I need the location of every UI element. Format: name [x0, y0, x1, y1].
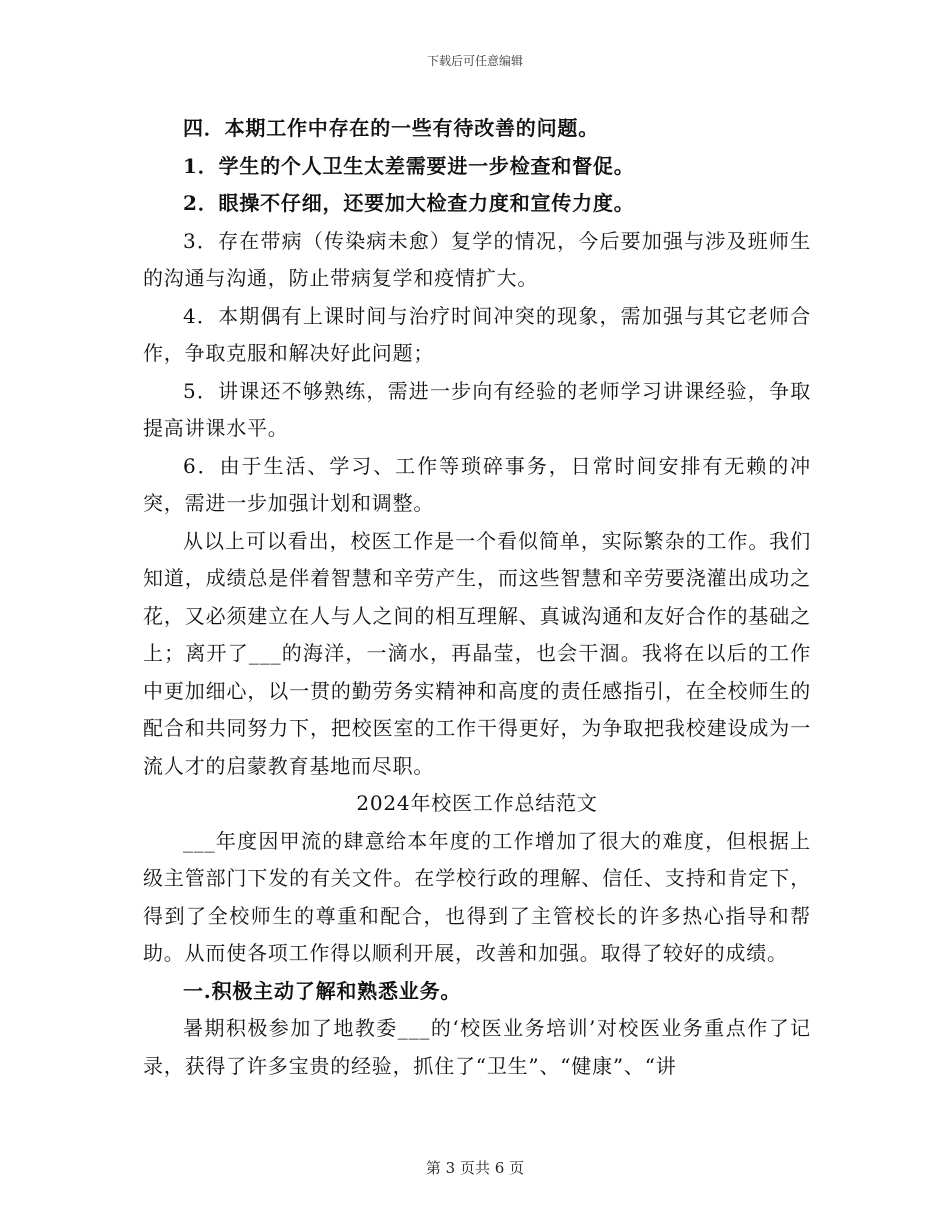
list-item: 3．存在带病（传染病未愈）复学的情况，今后要加强与涉及班师生的沟通与沟通，防止带病复学和疫情扩大。: [143, 228, 811, 290]
list-item: 4．本期偶有上课时间与治疗时间冲突的现象，需加强与其它老师合作，争取克服和解决好此问题；: [143, 303, 811, 365]
list-item: 5．讲课还不够熟练，需进一步向有经验的老师学习讲课经验，争取提高讲课水平。: [143, 378, 811, 440]
page-header: 下载后可任意编辑: [426, 54, 523, 68]
closing-paragraph: 从以上可以看出，校医工作是一个看似简单，实际繁杂的工作。我们知道，成绩总是伴着智慧和辛劳产生，而这些智慧和辛劳要浇灌出成功之花，又必须建立在人与人之间的相互理解、真诚沟通和友好合作的基础之上；离开了___的海洋，一滴水，再晶莹，也会干涸。我将在以后的工作中更加细心，以一贯的勤劳务实精神和高度的责任感指引，在全校师生的配合和共同努力下，把校医室的工作干得更好，为争取把我校建设成为一流人才的启蒙教育基地而尽职。: [143, 528, 811, 778]
intro-paragraph: ___年度因甲流的肆意给本年度的工作增加了很大的难度，但根据上级主管部门下发的有关文件。在学校行政的理解、信任、支持和肯定下，得到了全校师生的尊重和配合，也得到了主管校长的许多热心指导和帮助。从而使各项工作得以顺利开展，改善和加强。取得了较好的成绩。: [143, 828, 811, 965]
body-paragraph: 暑期积极参加了地教委___的‘校医业务培训’对校医业务重点作了记录，获得了许多宝贵的经验，抓住了“卫生”、“健康”、“讲: [143, 1016, 811, 1078]
section-heading: 四．本期工作中存在的一些有待改善的问题。: [183, 116, 599, 140]
list-item: 2．眼操不仔细，还要加大检查力度和宣传力度。: [183, 191, 635, 215]
list-item: 1．学生的个人卫生太差需要进一步检查和督促。: [183, 153, 635, 178]
list-item: 6．由于生活、学习、工作等琐碎事务，日常时间安排有无赖的冲突，需进一步加强计划和调整。: [143, 453, 811, 515]
section-heading: 一.积极主动了解和熟悉业务。: [183, 978, 462, 1003]
page-footer: 第 3 页共 6 页: [425, 1159, 525, 1177]
article-title: 2024年校医工作总结范文: [356, 791, 598, 815]
document-body: [143, 110, 811, 1085]
